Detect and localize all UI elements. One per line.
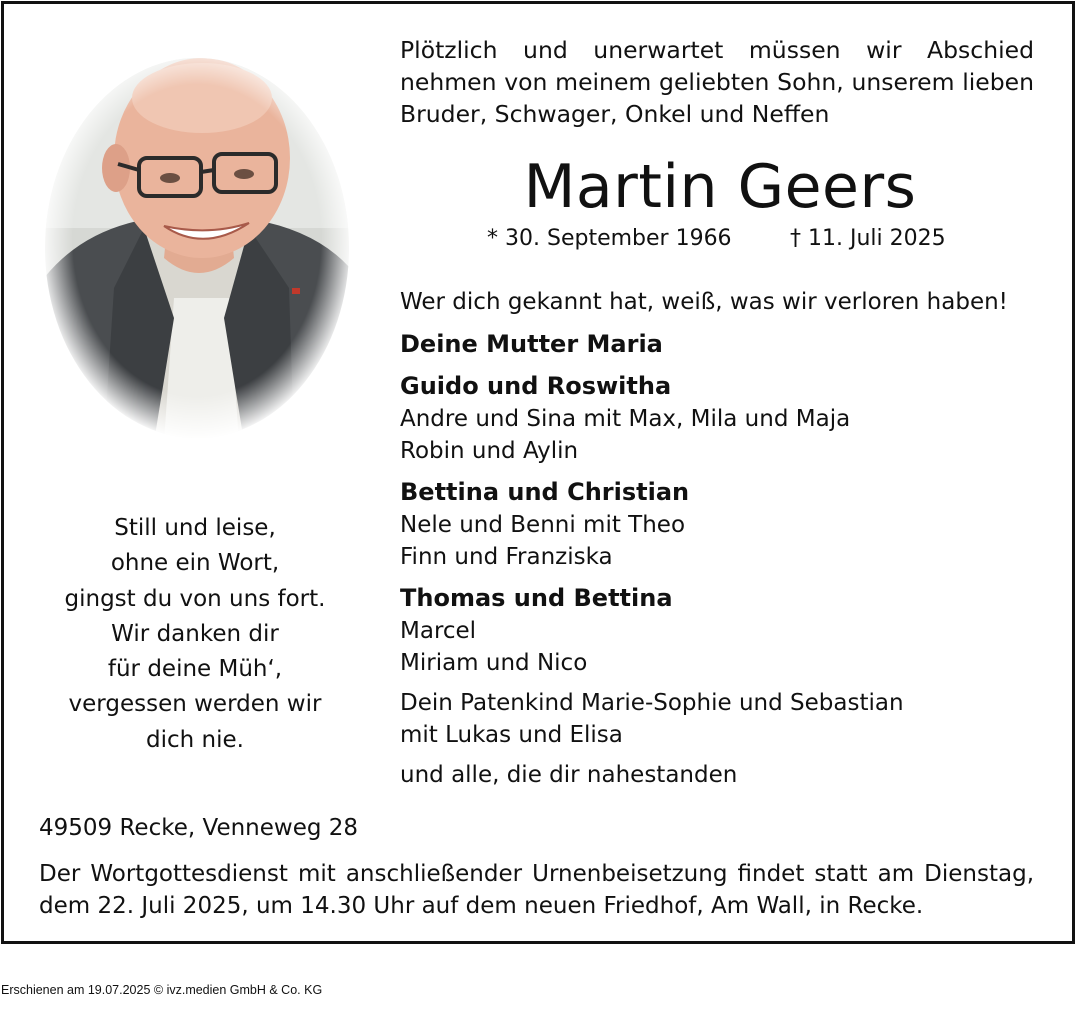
family-member-line: Marcel [400,618,477,644]
mourning-address: 49509 Recke, Venneweg 28 [39,815,359,841]
family-member-line: Finn und Franziska [400,544,613,570]
closing-line: und alle, die dir nahestanden [400,762,738,788]
birth-date: * 30. September 1966 [487,226,732,251]
funeral-service-info: Der Wortgottesdienst mit anschließender Urnenbeisetzung findet statt am Dienstag, dem 22. Juli 2025, um 14.30 Uhr auf dem neuen Friedhof, Am Wall, in Recke. [39,861,1034,919]
family-member-line: Robin und Aylin [400,438,579,464]
family-list [400,327,1040,791]
poem-line: für deine Müh‘, [107,656,283,683]
poem [40,511,350,758]
family-member-line: Miriam und Nico [400,650,588,676]
family-member-line: Andre und Sina mit Max, Mila und Maja [400,406,851,432]
portrait-photo [44,58,350,442]
poem-line: Wir danken dir [111,620,279,647]
poem-line: Still und leise, [114,515,276,541]
godchild-family-line: mit Lukas und Elisa [400,722,623,748]
family-group-heading: Deine Mutter Maria [400,330,663,358]
publication-credit: Erschienen am 19.07.2025 © ivz.medien GmbH & Co. KG [1,983,323,997]
deceased-name: Martin Geers [523,152,917,222]
family-group-heading: Thomas und Bettina [400,584,673,612]
family-member-line: Nele und Benni mit Theo [400,512,686,538]
poem-line: ohne ein Wort, [110,550,280,577]
family-group-heading: Bettina und Christian [400,478,690,506]
memorial-quote: Wer dich gekannt hat, weiß, was wir verloren haben! [400,289,1008,315]
death-date: † 11. Juli 2025 [790,226,946,251]
godchild-line: Dein Patenkind Marie-Sophie und Sebastian [400,690,904,716]
poem-line: vergessen werden wir [68,691,322,718]
intro-text: Plötzlich und unerwartet müssen wir Abschied nehmen von meinem geliebten Sohn, unserem lieben Bruder, Schwager, Onkel und Neffen [400,36,1034,128]
poem-line: dich nie. [146,726,244,753]
poem-line: gingst du von uns fort. [64,585,326,612]
family-group-heading: Guido und Roswitha [400,372,672,400]
